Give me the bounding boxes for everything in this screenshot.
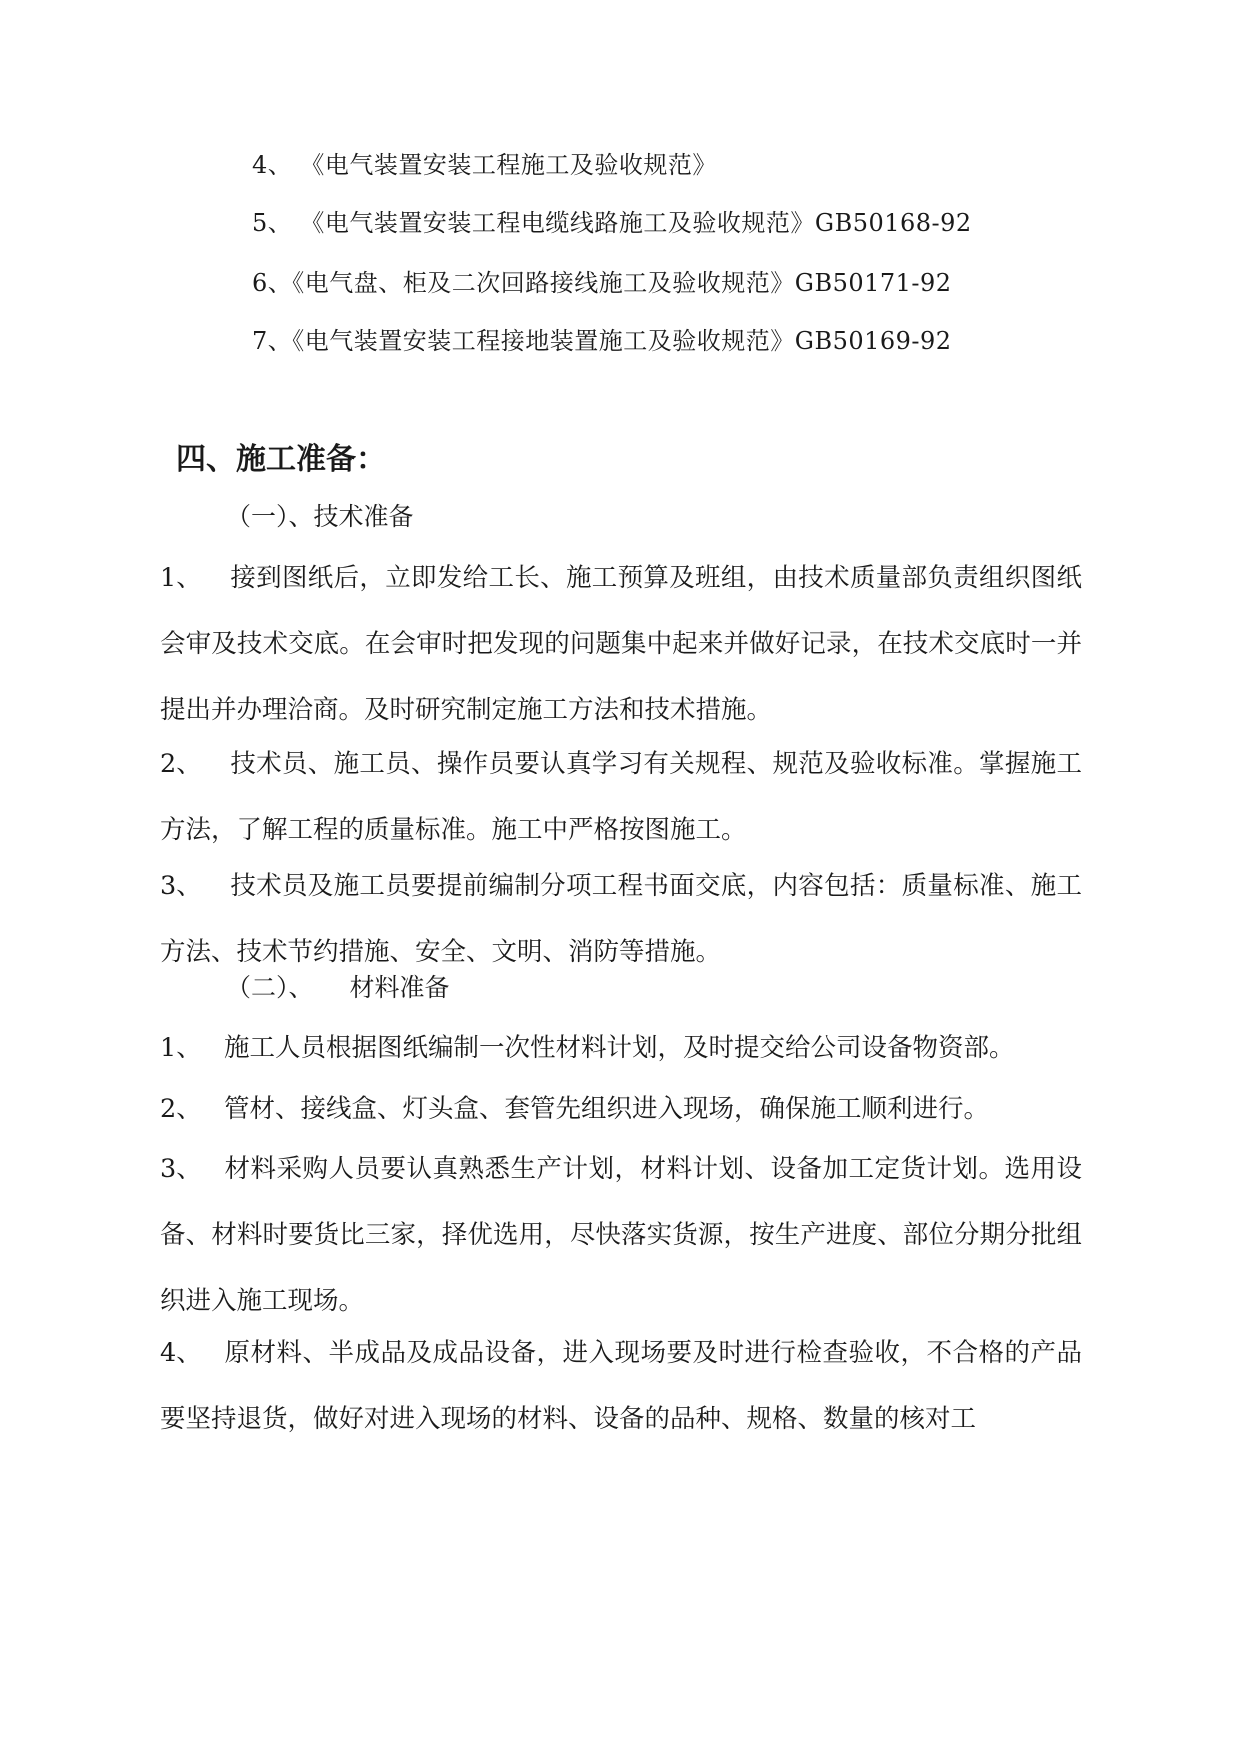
material-prep-item-2 [160, 1076, 1082, 1142]
material-prep-title-text: 材料准备 [349, 973, 450, 1002]
item-text: 技术员、施工员、操作员要认真学习有关规程、规范及验收标准。掌握施工方法，了解工程的质量标准。施工中严格按图施工。 [160, 749, 1082, 845]
tech-prep-item-1 [160, 545, 1082, 743]
reference-item-7: 7、《电气装置安装工程接地装置施工及验收规范》GB50169-92 [252, 327, 952, 355]
material-prep-title [226, 973, 450, 1003]
item-number: 3、 [160, 1154, 202, 1184]
reference-item-6: 6、《电气盘、柜及二次回路接线施工及验收规范》GB50171-92 [252, 269, 952, 297]
material-prep-item-4 [160, 1320, 1082, 1452]
item-number: 1、 [160, 1033, 202, 1063]
item-text: 管材、接线盒、灯头盒、套管先组织进入现场，确保施工顺利进行。 [224, 1094, 990, 1124]
material-prep-item-1 [160, 1015, 1082, 1081]
tech-prep-item-3 [160, 853, 1082, 985]
item-text: 施工人员根据图纸编制一次性材料计划，及时提交给公司设备物资部。 [224, 1033, 1015, 1063]
reference-item-4: 4、 《电气装置安装工程施工及验收规范》 [252, 151, 717, 179]
item-text: 原材料、半成品及成品设备，进入现场要及时进行检查验收，不合格的产品要坚持退货，做好对进入现场的材料、设备的品种、规格、数量的核对工 [160, 1338, 1082, 1434]
material-prep-item-3 [160, 1136, 1082, 1334]
item-number: 1、 [160, 563, 202, 593]
item-text: 技术员及施工员要提前编制分项工程书面交底，内容包括：质量标准、施工方法、技术节约措施、安全、文明、消防等措施。 [160, 871, 1082, 967]
tech-prep-title: （一）、技术准备 [226, 502, 414, 531]
tech-prep-item-2 [160, 731, 1082, 863]
item-number: 3、 [160, 871, 202, 901]
section-heading: 四、施工准备： [176, 442, 386, 477]
item-number: 2、 [160, 749, 202, 779]
material-prep-title-num: （二）、 [226, 973, 314, 1002]
reference-item-5: 5、 《电气装置安装工程电缆线路施工及验收规范》GB50168-92 [252, 209, 972, 237]
item-number: 2、 [160, 1094, 202, 1124]
item-text: 材料采购人员要认真熟悉生产计划，材料计划、设备加工定货计划。选用设备、材料时要货比三家，择优选用，尽快落实货源，按生产进度、部位分期分批组织进入施工现场。 [160, 1154, 1082, 1316]
item-text: 接到图纸后，立即发给工长、施工预算及班组，由技术质量部负责组织图纸会审及技术交底。在会审时把发现的问题集中起来并做好记录，在技术交底时一并提出并办理洽商。及时研究制定施工方法和技术措施。 [160, 563, 1082, 725]
item-number: 4、 [160, 1338, 202, 1368]
